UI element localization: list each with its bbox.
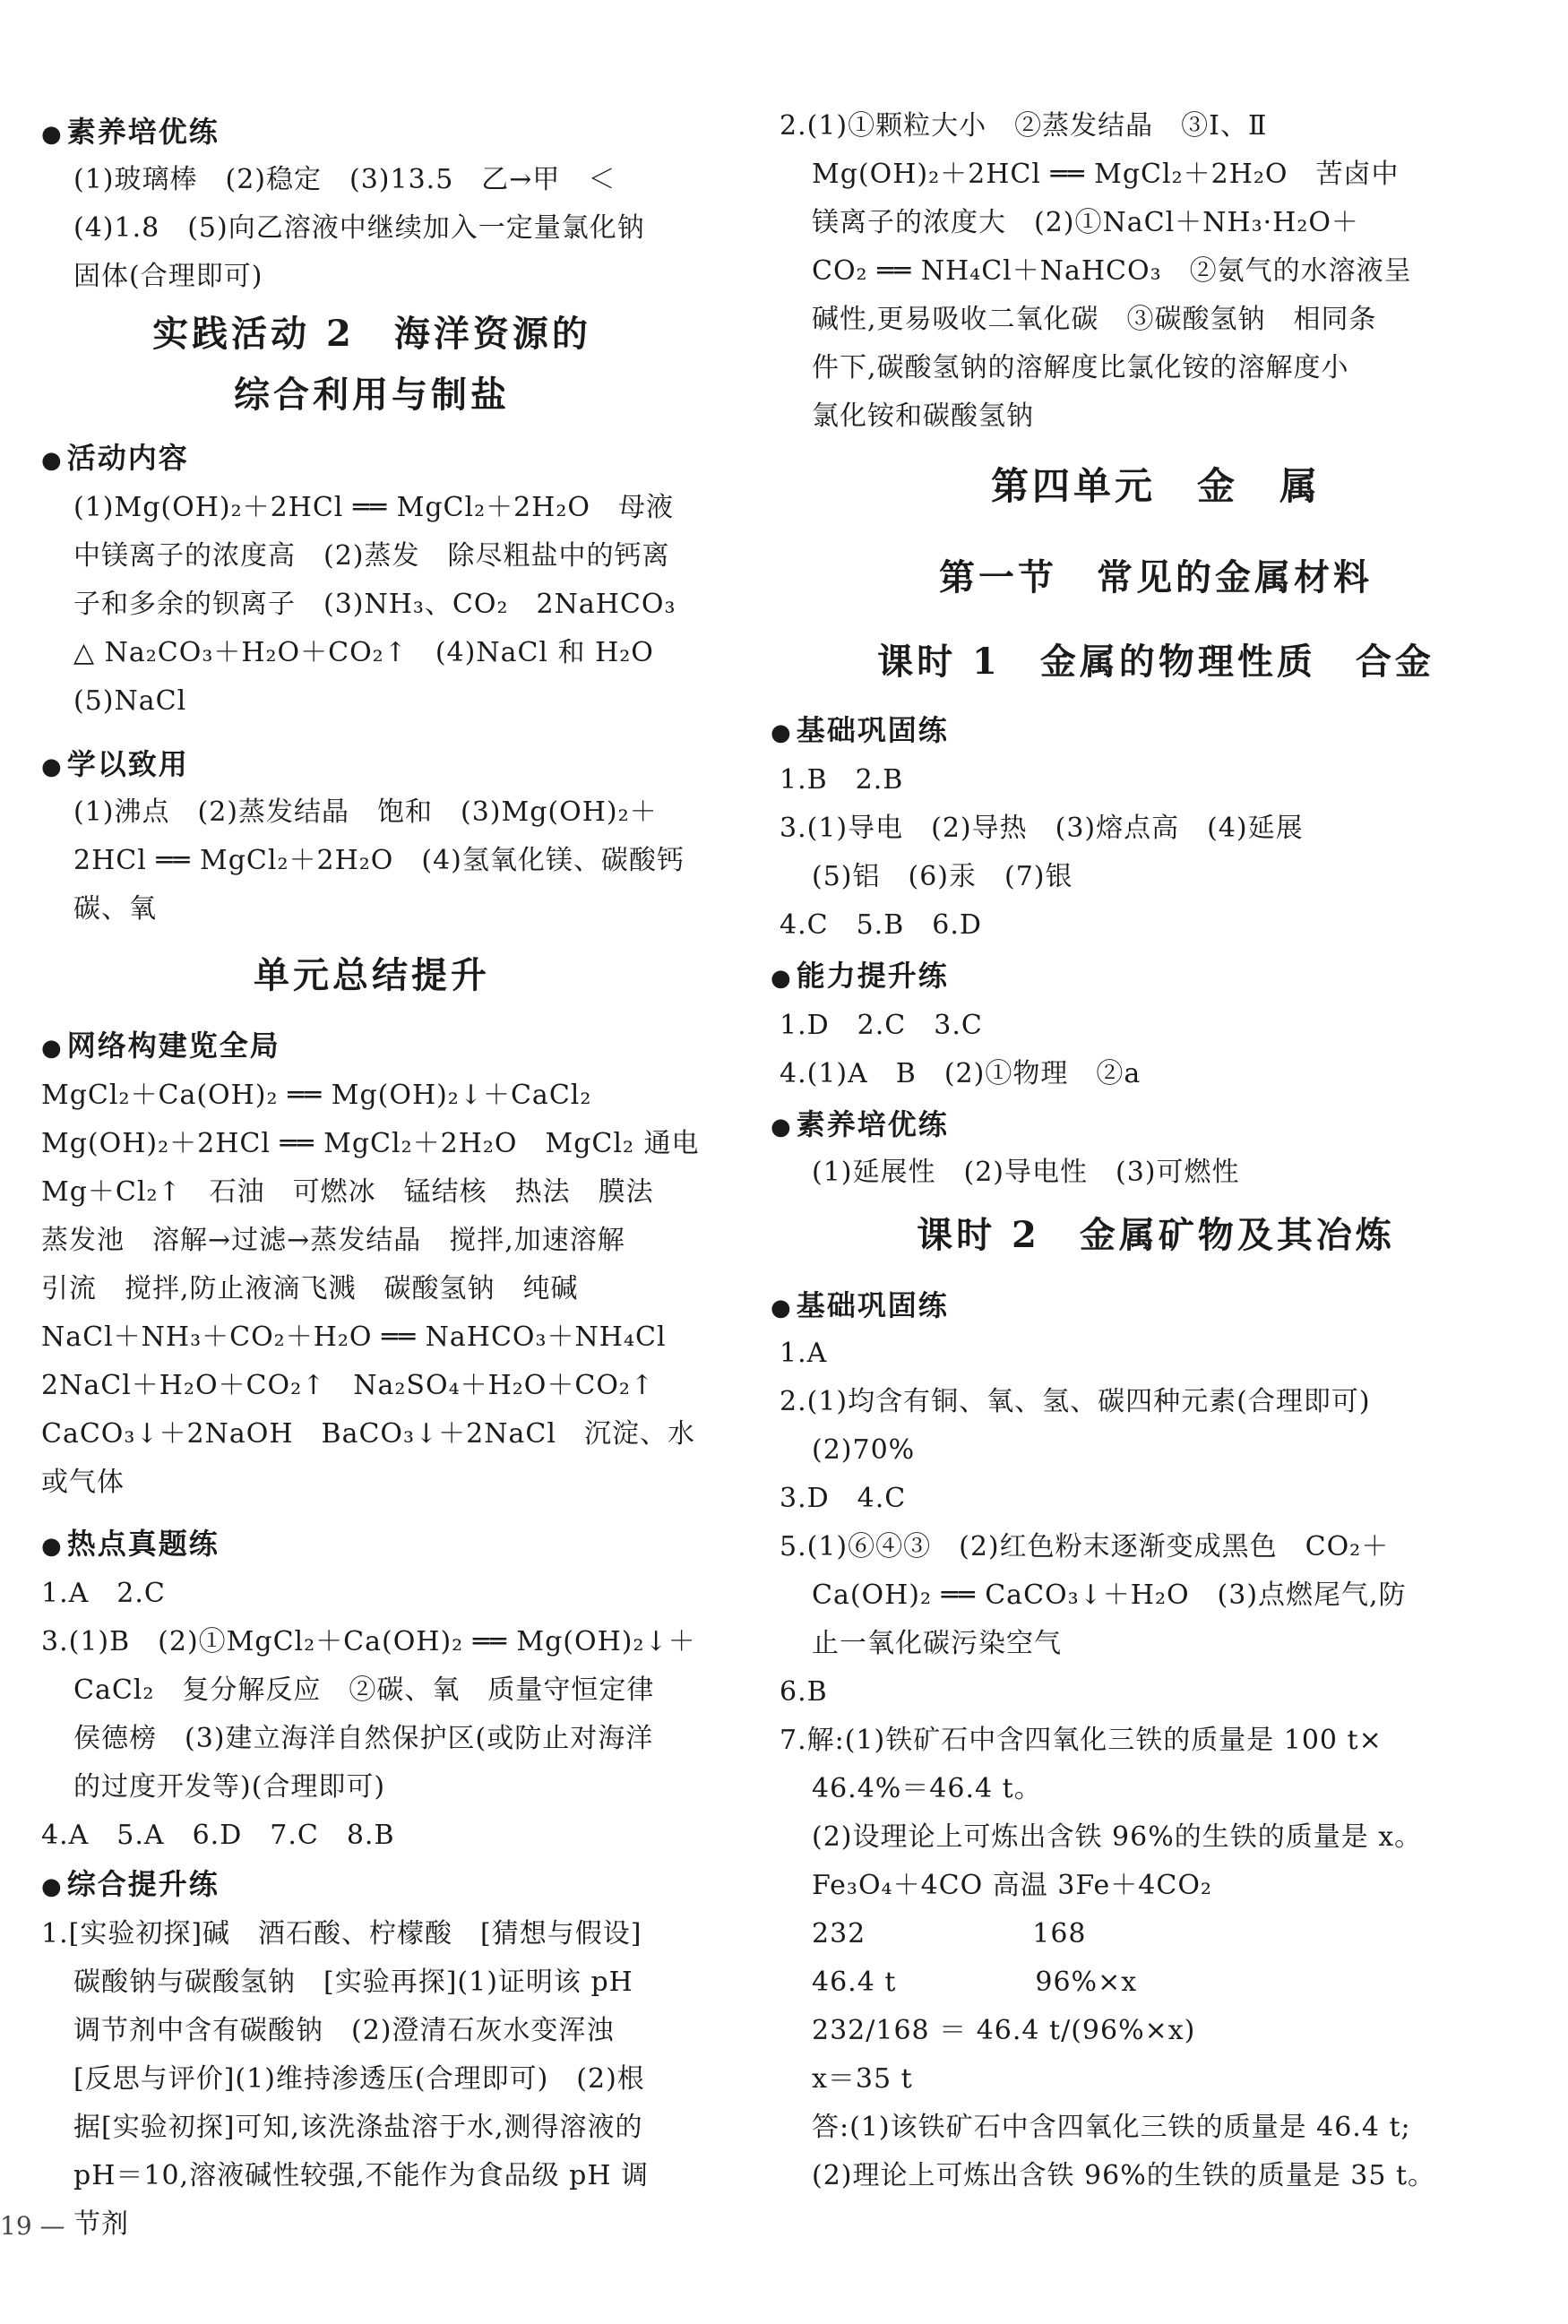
answer-line: 4.C 5.B 6.D	[780, 909, 982, 941]
section-marker-icon: ●	[771, 965, 793, 992]
answer-line: (1)玻璃棒 (2)稳定 (3)13.5 乙→甲 ＜	[73, 164, 616, 195]
section-marker-icon: ●	[771, 1295, 793, 1321]
answer-line: 46.4%＝46.4 t。	[812, 1773, 1042, 1804]
answer-line: 的过度开发等)(合理即可)	[73, 1771, 386, 1803]
answer-line: 侯德榜 (3)建立海洋自然保护区(或防止对海洋	[73, 1723, 654, 1754]
answer-line: Mg(OH)₂＋2HCl ══ MgCl₂＋2H₂O 苦卤中	[812, 159, 1400, 190]
answer-line: 中镁离子的浓度高 (2)蒸发 除尽粗盐中的钙离	[73, 540, 670, 572]
lesson-title: 课时 1 金属的物理性质 合金	[877, 641, 1434, 683]
answer-line: 3.(1)导电 (2)导热 (3)熔点高 (4)延展	[780, 813, 1304, 844]
answer-line: 碳酸钠与碳酸氢钠 [实验再探](1)证明该 pH	[73, 1967, 633, 1998]
answer-line: CaCl₂ 复分解反应 ②碳、氧 质量守恒定律	[73, 1674, 655, 1706]
answer-line: (5)铝 (6)汞 (7)银	[812, 861, 1073, 892]
answer-line: 固体(合理即可)	[73, 261, 263, 292]
answer-line: Mg＋Cl₂↑ 石油 可燃冰 锰结核 热法 膜法	[41, 1176, 654, 1208]
answer-line: (1)沸点 (2)蒸发结晶 饱和 (3)Mg(OH)₂＋	[73, 796, 658, 828]
answer-block	[73, 156, 645, 301]
activity-title-line2: 综合利用与制盐	[234, 374, 510, 416]
section-heading: ● 基础巩固练	[771, 1281, 949, 1332]
answer-line: 2NaCl＋H₂O＋CO₂↑ Na₂SO₄＋H₂O＋CO₂↑	[41, 1370, 655, 1401]
answer-line: (4)1.8 (5)向乙溶液中继续加入一定量氯化钠	[73, 212, 645, 244]
answer-line: Mg(OH)₂＋2HCl ══ MgCl₂＋2H₂O MgCl₂ 通电	[41, 1128, 700, 1159]
answer-line: △ Na₂CO₃＋H₂O＋CO₂↑ (4)NaCl 和 H₂O	[73, 637, 654, 668]
answer-line: 1.A 2.C	[41, 1578, 166, 1609]
section-marker-icon: ●	[41, 1035, 64, 1062]
section-marker-icon: ●	[771, 719, 793, 746]
answer-block	[41, 1570, 696, 1860]
section-heading: ● 综合提升练	[41, 1860, 220, 1911]
section-heading: ● 学以致用	[41, 740, 189, 791]
answer-block	[780, 1330, 1435, 2200]
answer-line: x＝35 t	[812, 2063, 913, 2095]
lesson-title: 课时 2 金属矿物及其冶炼	[917, 1214, 1395, 1256]
answer-line: 蒸发池 溶解→过滤→蒸发结晶 搅拌,加速溶解	[41, 1225, 625, 1256]
answer-line: 2HCl ══ MgCl₂＋2H₂O (4)氢氧化镁、碳酸钙	[73, 845, 685, 876]
answer-line: 1.A	[780, 1338, 828, 1369]
answer-line: CO₂ ══ NH₄Cl＋NaHCO₃ ②氨气的水溶液呈	[812, 255, 1412, 287]
answer-line: 46.4 t 96%×x	[812, 1967, 1138, 1998]
section-marker-icon: ●	[41, 1873, 64, 1900]
answer-line: 据[实验初探]可知,该洗涤盐溶于水,测得溶液的	[73, 2112, 643, 2143]
answer-line: (2)70%	[812, 1434, 916, 1466]
page-number: 19 —	[0, 2211, 65, 2241]
answer-line: (1)延展性 (2)导电性 (3)可燃性	[812, 1157, 1240, 1188]
section-heading: ● 热点真题练	[41, 1519, 220, 1571]
answer-block	[41, 1910, 649, 2249]
answer-line: 节剂	[73, 2208, 129, 2240]
answer-line: (1)Mg(OH)₂＋2HCl ══ MgCl₂＋2H₂O 母液	[73, 492, 674, 523]
answer-line: NaCl＋NH₃＋CO₂＋H₂O ══ NaHCO₃＋NH₄Cl	[41, 1321, 667, 1353]
answer-line: 子和多余的钡离子 (3)NH₃、CO₂ 2NaHCO₃	[73, 589, 676, 620]
section-marker-icon: ●	[771, 1114, 793, 1140]
answer-line: 氯化铵和碳酸氢钠	[812, 400, 1034, 432]
unit-title: 第四单元 金 属	[990, 464, 1321, 508]
answer-line: 2.(1)①颗粒大小 ②蒸发结晶 ③Ⅰ、Ⅱ	[780, 110, 1268, 142]
answer-line: 镁离子的浓度大 (2)①NaCl＋NH₃·H₂O＋	[812, 207, 1359, 238]
answer-line: (2)理论上可炼出含铁 96%的生铁的质量是 35 t。	[812, 2160, 1436, 2191]
answer-line: 3.D 4.C	[780, 1483, 907, 1514]
answer-line: MgCl₂＋Ca(OH)₂ ══ Mg(OH)₂↓＋CaCl₂	[41, 1080, 592, 1111]
answer-line: 止一氧化碳污染空气	[812, 1628, 1062, 1659]
answer-line: 1.B 2.B	[780, 764, 904, 796]
answer-line: 232/168 ＝ 46.4 t/(96%×x)	[812, 2015, 1196, 2046]
answer-line: 5.(1)⑥④③ (2)红色粉末逐渐变成黑色 CO₂＋	[780, 1531, 1390, 1562]
answer-line: 1.[实验初探]碱 酒石酸、柠檬酸 [猜想与假设]	[41, 1918, 642, 1950]
answer-line: 7.解:(1)铁矿石中含四氧化三铁的质量是 100 t×	[780, 1725, 1383, 1756]
section-heading: ● 素养培优练	[41, 108, 220, 159]
summary-title: 单元总结提升	[254, 954, 490, 996]
answer-block	[812, 1149, 1240, 1197]
answer-line: 引流 搅拌,防止液滴飞溅 碳酸氢钠 纯碱	[41, 1273, 579, 1304]
answer-block	[780, 756, 1304, 950]
answer-block	[73, 788, 685, 934]
section-title: 第一节 常见的金属材料	[939, 556, 1373, 598]
answer-line: 1.D 2.C 3.C	[780, 1010, 983, 1041]
section-heading: ● 网络构建览全局	[41, 1021, 280, 1072]
answer-line: Fe₃O₄＋4CO 高温 3Fe＋4CO₂	[812, 1870, 1212, 1901]
answer-line: pH＝10,溶液碱性较强,不能作为食品级 pH 调	[73, 2160, 650, 2191]
answer-line: 3.(1)B (2)①MgCl₂＋Ca(OH)₂ ══ Mg(OH)₂↓＋	[41, 1626, 696, 1657]
answer-line: 4.A 5.A 6.D 7.C 8.B	[41, 1820, 395, 1851]
answer-line: (5)NaCl	[73, 685, 187, 717]
answer-line: CaCO₃↓＋2NaOH BaCO₃↓＋2NaCl 沉淀、水	[41, 1418, 695, 1450]
answer-block	[41, 1072, 700, 1507]
section-marker-icon: ●	[41, 1533, 64, 1560]
section-heading: ● 活动内容	[41, 434, 189, 485]
answer-line: 碳、氧	[73, 893, 157, 925]
section-marker-icon: ●	[41, 121, 64, 148]
section-marker-icon: ●	[41, 447, 64, 474]
answer-line: 或气体	[41, 1467, 125, 1498]
answer-line: 调节剂中含有碳酸钠 (2)澄清石灰水变浑浊	[73, 2015, 615, 2046]
answer-line: Ca(OH)₂ ══ CaCO₃↓＋H₂O (3)点燃尾气,防	[812, 1579, 1407, 1611]
answer-line: 件下,碳酸氢钠的溶解度比氯化铵的溶解度小	[812, 352, 1349, 383]
section-heading: ● 素养培优练	[771, 1100, 949, 1151]
section-heading: ● 能力提升练	[771, 951, 949, 1003]
section-marker-icon: ●	[41, 753, 64, 780]
answer-line: 答:(1)该铁矿石中含四氧化三铁的质量是 46.4 t;	[812, 2112, 1411, 2143]
answer-line: 6.B	[780, 1676, 828, 1708]
answer-line: 2.(1)均含有铜、氧、氢、碳四种元素(合理即可)	[780, 1386, 1371, 1417]
section-heading: ● 基础巩固练	[771, 706, 949, 757]
answer-line: [反思与评价](1)维持渗透压(合理即可) (2)根	[73, 2063, 645, 2095]
answer-line: (2)设理论上可炼出含铁 96%的生铁的质量是 x。	[812, 1821, 1423, 1853]
answer-block	[780, 1002, 1141, 1098]
answer-line: 232 168	[812, 1918, 1087, 1950]
answer-line: 4.(1)A B (2)①物理 ②a	[780, 1058, 1142, 1089]
answer-line: 碱性,更易吸收二氧化碳 ③碳酸氢钠 相同条	[812, 304, 1377, 335]
answer-block	[780, 102, 1412, 441]
activity-title-line1: 实践活动 2 海洋资源的	[152, 313, 591, 355]
answer-block	[73, 484, 676, 726]
